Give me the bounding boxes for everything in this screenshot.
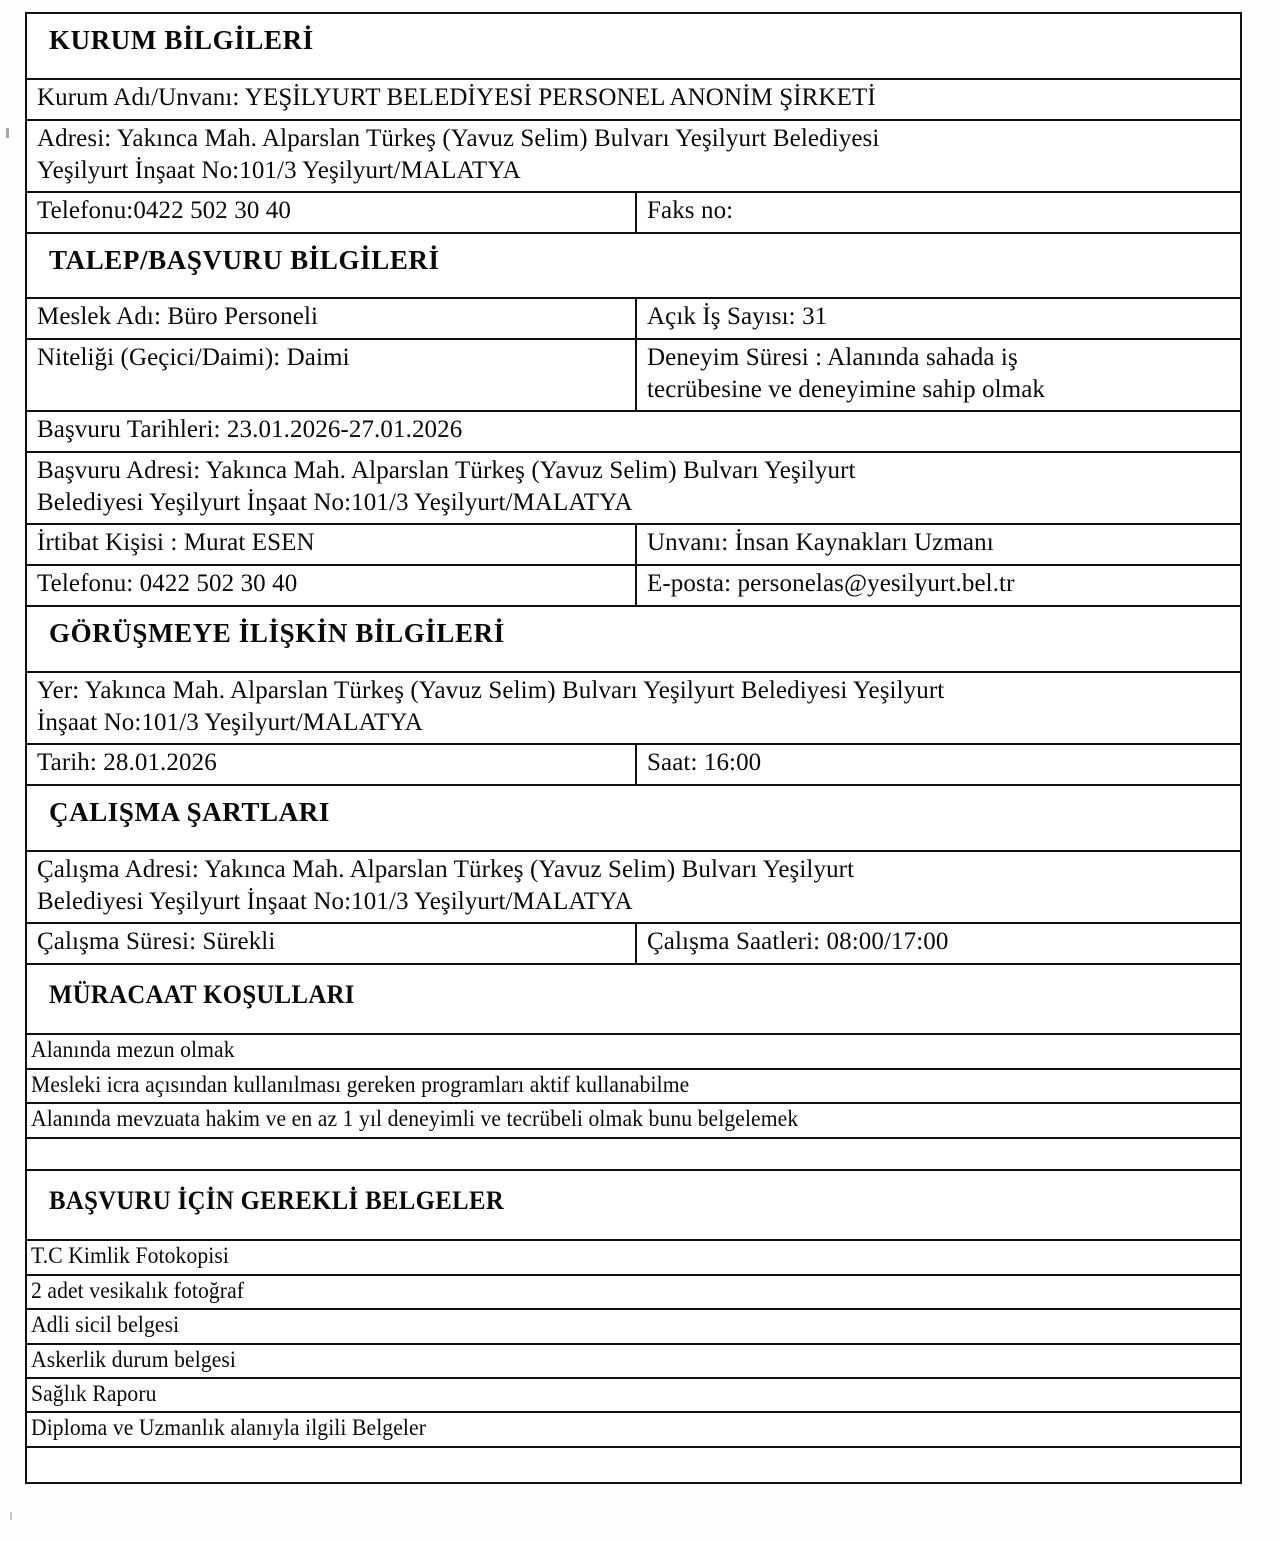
field-calisma-suresi: Çalışma Süresi: Sürekli (26, 923, 636, 964)
field-kurum-faks: Faks no: (636, 192, 1241, 233)
gerekli-belge-1-text: T.C Kimlik Fotokopisi (31, 1243, 229, 1269)
field-gorusme-tarihi: Tarih: 28.01.2026 (26, 744, 636, 785)
list-item (26, 1103, 1241, 1137)
gerekli-belge-5 (26, 1378, 1241, 1412)
scan-artifact (6, 128, 9, 138)
section-title-calisma-sartlari: ÇALIŞMA ŞARTLARI (26, 785, 1241, 851)
row-gorusme-tarih-saat (26, 744, 1241, 785)
calisma-adresi-line-1: Çalışma Adresi: Yakınca Mah. Alparslan Türkeş (Yavuz Selim) Bulvarı Yeşilyurt (37, 855, 855, 883)
field-irtibat-telefonu: Telefonu: 0422 502 30 40 (26, 565, 636, 606)
section-header-gorusme (26, 606, 1241, 672)
list-item (26, 1378, 1241, 1412)
muracaat-kosullari-heading-text: MÜRACAAT KOŞULLARI (49, 979, 355, 1009)
list-item (26, 1412, 1241, 1446)
muracaat-kosul-1-text: Alanında mezun olmak (31, 1037, 235, 1063)
muracaat-kosul-3-text: Alanında mevzuata hakim ve en az 1 yıl deneyimli ve tecrübeli olmak bunu belgelemek (31, 1106, 799, 1132)
gorusme-yeri-line-1: Yer: Yakınca Mah. Alparslan Türkeş (Yavuz Selim) Bulvarı Yeşilyurt Belediyesi Yeşilyurt (37, 677, 945, 705)
section-header-kurum-bilgileri (26, 13, 1241, 79)
basvuru-adresi-line-2: Belediyesi Yeşilyurt İnşaat No:101/3 Yeşilyurt/MALATYA (37, 489, 633, 517)
kurum-adresi-line-2: Yeşilyurt İnşaat No:101/3 Yeşilyurt/MALATYA (37, 156, 521, 184)
section-title-gerekli-belgeler (26, 1170, 1241, 1241)
field-irtibat-kisisi: İrtibat Kişisi : Murat ESEN (26, 524, 636, 565)
field-calisma-saatleri: Çalışma Saatleri: 08:00/17:00 (636, 923, 1241, 964)
spacer-row-muracaat (26, 1138, 1241, 1170)
gerekli-belge-3-text: Adli sicil belgesi (31, 1312, 180, 1338)
gerekli-belge-6-text: Diploma ve Uzmanlık alanıyla ilgili Belgeler (31, 1415, 426, 1441)
row-kurum-telefon-faks (26, 192, 1241, 233)
deneyim-suresi-line-2: tecrübesine ve deneyimine sahip olmak (647, 376, 1046, 404)
deneyim-suresi-line-1: Deneyim Süresi : Alanında sahada iş (647, 344, 1018, 372)
field-kurum-adi: Kurum Adı/Unvanı: YEŞİLYURT BELEDİYESİ PERSONEL ANONİM ŞİRKETİ (26, 79, 1241, 120)
muracaat-kosul-1 (26, 1034, 1241, 1068)
spacer-cell (26, 1138, 1241, 1170)
row-basvuru-tarihleri (26, 411, 1241, 452)
list-item (26, 1309, 1241, 1343)
gorusme-yeri-line-2: İnşaat No:101/3 Yeşilyurt/MALATYA (37, 709, 423, 737)
row-gorusme-yeri (26, 672, 1241, 744)
gerekli-belge-3 (26, 1309, 1241, 1343)
basvuru-adresi-line-1: Başvuru Adresi: Yakınca Mah. Alparslan Türkeş (Yavuz Selim) Bulvarı Yeşilyurt (37, 457, 856, 485)
list-item (26, 1034, 1241, 1068)
field-deneyim-suresi (636, 339, 1241, 411)
gerekli-belge-5-text: Sağlık Raporu (31, 1381, 157, 1406)
field-irtibat-eposta: E-posta: personelas@yesilyurt.bel.tr (636, 565, 1241, 606)
kurum-adresi-line-1: Adresi: Yakınca Mah. Alparslan Türkeş (Yavuz Selim) Bulvarı Yeşilyurt Belediyesi (37, 124, 880, 152)
row-irtibat-unvan (26, 524, 1241, 565)
row-nitelik-deneyim (26, 339, 1241, 411)
field-gorusme-saati: Saat: 16:00 (636, 744, 1241, 785)
row-calisma-suresi-saatleri (26, 923, 1241, 964)
gerekli-belge-2-text: 2 adet vesikalık fotoğraf (31, 1277, 245, 1303)
field-basvuru-tarihleri: Başvuru Tarihleri: 23.01.2026-27.01.2026 (26, 411, 1241, 452)
muracaat-kosul-2-text: Mesleki icra açısından kullanılması gereken programları aktif kullanabilme (31, 1071, 690, 1097)
trailing-cell (26, 1447, 1241, 1483)
section-title-talep-basvuru: TALEP/BAŞVURU BİLGİLERİ (26, 233, 1241, 299)
section-header-talep-basvuru (26, 233, 1241, 299)
trailing-partial-row (26, 1447, 1241, 1483)
row-basvuru-adresi (26, 452, 1241, 524)
field-niteligi: Niteliği (Geçici/Daimi): Daimi (26, 339, 636, 411)
field-irtibat-unvani: Unvanı: İnsan Kaynakları Uzmanı (636, 524, 1241, 565)
list-item (26, 1069, 1241, 1103)
field-gorusme-yeri (26, 672, 1241, 744)
gerekli-belge-6 (26, 1412, 1241, 1446)
section-header-muracaat-kosullari (26, 964, 1241, 1035)
field-kurum-telefonu: Telefonu:0422 502 30 40 (26, 192, 636, 233)
field-basvuru-adresi (26, 452, 1241, 524)
row-irtibat-telefon-eposta (26, 565, 1241, 606)
row-kurum-adi (26, 79, 1241, 120)
job-posting-table (25, 12, 1242, 1484)
section-title-muracaat-kosullari (26, 964, 1241, 1035)
field-calisma-adresi (26, 851, 1241, 923)
gerekli-belge-4-text: Askerlik durum belgesi (31, 1346, 237, 1372)
muracaat-kosul-2 (26, 1069, 1241, 1103)
gerekli-belgeler-heading-text: BAŞVURU İÇİN GEREKLİ BELGELER (49, 1185, 505, 1215)
list-item (26, 1344, 1241, 1378)
gerekli-belge-2 (26, 1275, 1241, 1309)
gerekli-belge-4 (26, 1344, 1241, 1378)
field-kurum-adresi (26, 120, 1241, 192)
section-header-calisma-sartlari (26, 785, 1241, 851)
scan-artifact-bottom (10, 1512, 12, 1520)
list-item (26, 1240, 1241, 1274)
list-item (26, 1275, 1241, 1309)
section-title-kurum-bilgileri: KURUM BİLGİLERİ (26, 13, 1241, 79)
section-title-gorusme: GÖRÜŞMEYE İLİŞKİN BİLGİLERİ (26, 606, 1241, 672)
row-meslek-acik-is (26, 298, 1241, 339)
section-header-gerekli-belgeler (26, 1170, 1241, 1241)
row-calisma-adresi (26, 851, 1241, 923)
field-acik-is-sayisi: Açık İş Sayısı: 31 (636, 298, 1241, 339)
muracaat-kosul-3 (26, 1103, 1241, 1137)
field-meslek-adi: Meslek Adı: Büro Personeli (26, 298, 636, 339)
row-kurum-adresi (26, 120, 1241, 192)
gerekli-belge-1 (26, 1240, 1241, 1274)
calisma-adresi-line-2: Belediyesi Yeşilyurt İnşaat No:101/3 Yeşilyurt/MALATYA (37, 887, 633, 915)
